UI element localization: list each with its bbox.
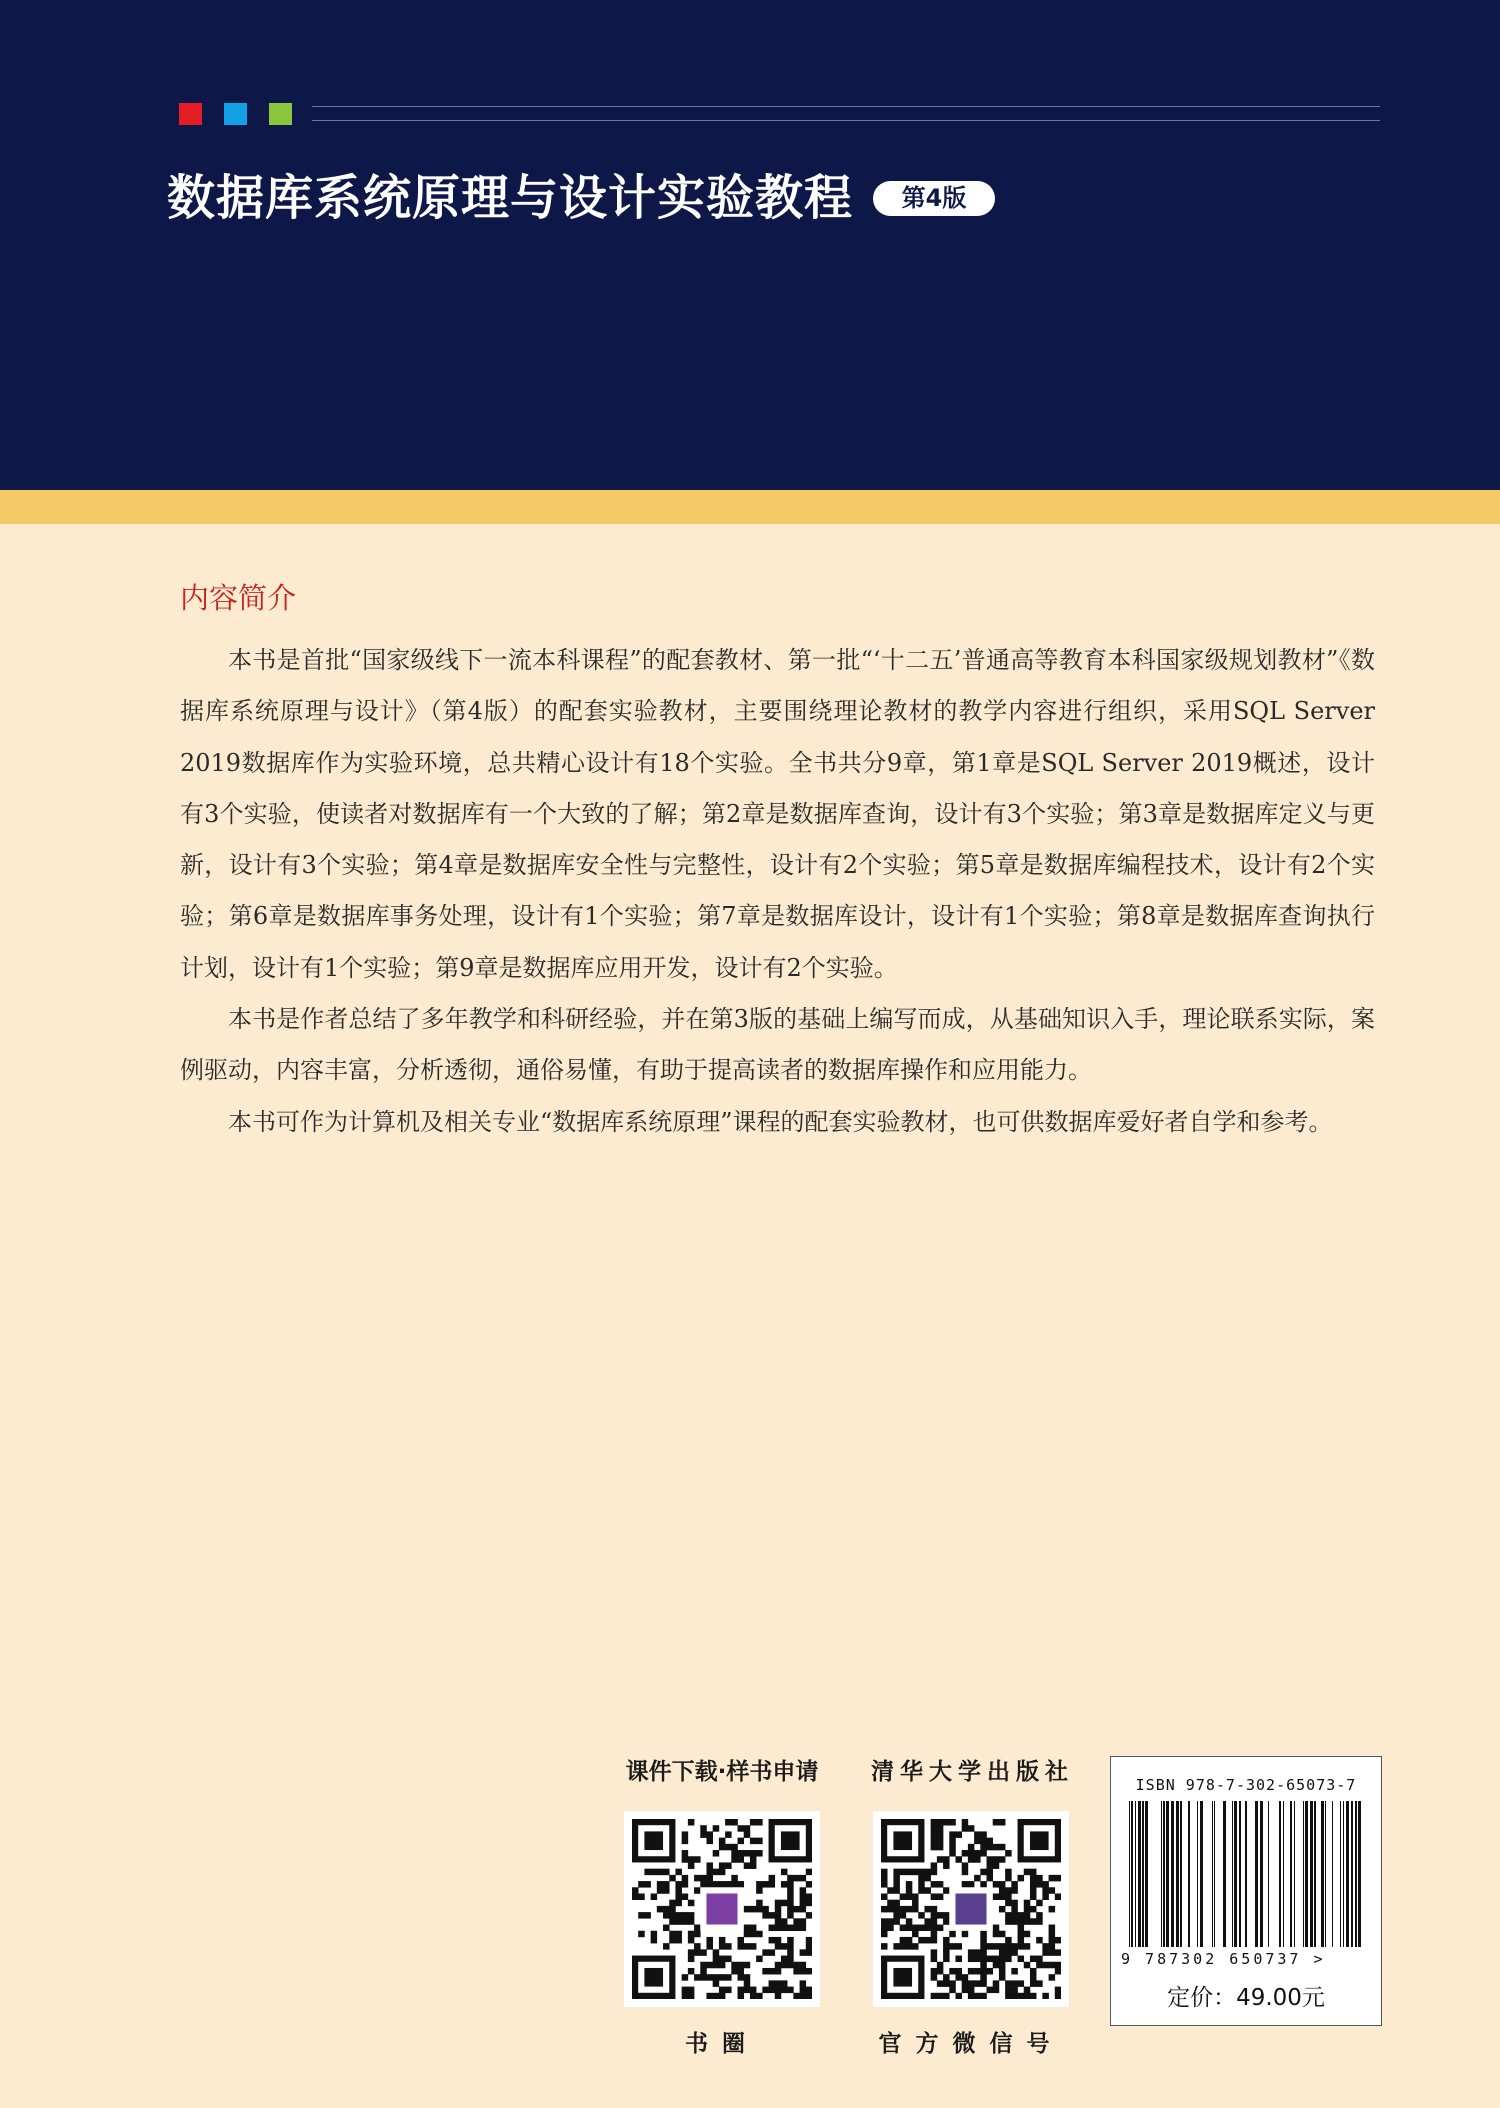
divider-line bbox=[312, 106, 1380, 107]
red-square-icon bbox=[179, 103, 202, 125]
qr-center-logo-icon bbox=[706, 1893, 737, 1924]
summary-paragraph: 本书是作者总结了多年教学和科研经验，并在第3版的基础上编写而成，从基础知识入手，理论联系实际，案例驱动，内容丰富，分析透彻，通俗易懂，有助于提高读者的数据库操作和应用能力。 bbox=[180, 1005, 1375, 1085]
price-label: 定价：49.00元 bbox=[1167, 1985, 1325, 2011]
qr-code-icon bbox=[632, 1819, 812, 1999]
qr-code-icon bbox=[881, 1819, 1061, 1999]
qr-block-wechat bbox=[871, 1755, 1074, 2058]
blue-square-icon bbox=[224, 103, 247, 125]
green-square-icon bbox=[269, 103, 292, 125]
barcode-icon bbox=[1127, 1801, 1365, 1947]
summary-paragraph: 本书可作为计算机及相关专业“数据库系统原理”课程的配套实验教材，也可供数据库爱好者自学和参考。 bbox=[228, 1107, 1333, 1136]
qr-code[interactable] bbox=[624, 1811, 820, 2007]
section-heading: 内容简介 bbox=[180, 581, 297, 615]
qr-caption: 清华大学出版社 bbox=[871, 1759, 1074, 1785]
qr-code[interactable] bbox=[873, 1811, 1069, 2007]
summary-paragraph: 本书是首批“国家级线下一流本科课程”的配套教材、第一批“‘十二五’普通高等教育本科国家级规划教材”《数据库系统原理与设计》（第4版）的配套实验教材，主要围绕理论教材的教学内容进行组织，采用SQL Server 2019数据库作为实验环境，总共精心设计有18个实验。全书共分9章，第1章是SQL Server 2019概述，设计有3个实验，使读者对数据库有一个大致的了解；第2章是数据库查询，设计有3个实验；第3章是数据库定义与更新，设计有3个实验；第4章是数据库安全性与完整性，设计有2个实验；第5章是数据库编程技术，设计有2个实验；第6章是数据库事务处理，设计有1个实验；第7章是数据库设计，设计有1个实验；第8章是数据库查询执行计划，设计有1个实验；第9章是数据库应用开发，设计有2个实验。 bbox=[180, 646, 1375, 982]
top-banner bbox=[0, 0, 1500, 490]
barcode-digits: 9 787302 650737 > bbox=[1121, 1950, 1326, 1968]
qr-footer: 书圈 bbox=[685, 2031, 759, 2057]
summary-text bbox=[180, 635, 1375, 1148]
edition-badge: 第4版 bbox=[873, 181, 995, 216]
qr-block-courseware bbox=[622, 1755, 822, 2058]
qr-center-logo-icon bbox=[955, 1893, 986, 1924]
divider-line bbox=[312, 120, 1380, 121]
book-title: 数据库系统原理与设计实验教程 bbox=[167, 170, 854, 226]
yellow-stripe bbox=[0, 490, 1500, 524]
isbn-barcode-panel bbox=[1110, 1756, 1382, 2026]
isbn-label: ISBN 978-7-302-65073-7 bbox=[1135, 1776, 1357, 1794]
qr-caption: 课件下载·样书申请 bbox=[625, 1759, 819, 1785]
qr-footer: 官方微信号 bbox=[878, 2031, 1064, 2057]
